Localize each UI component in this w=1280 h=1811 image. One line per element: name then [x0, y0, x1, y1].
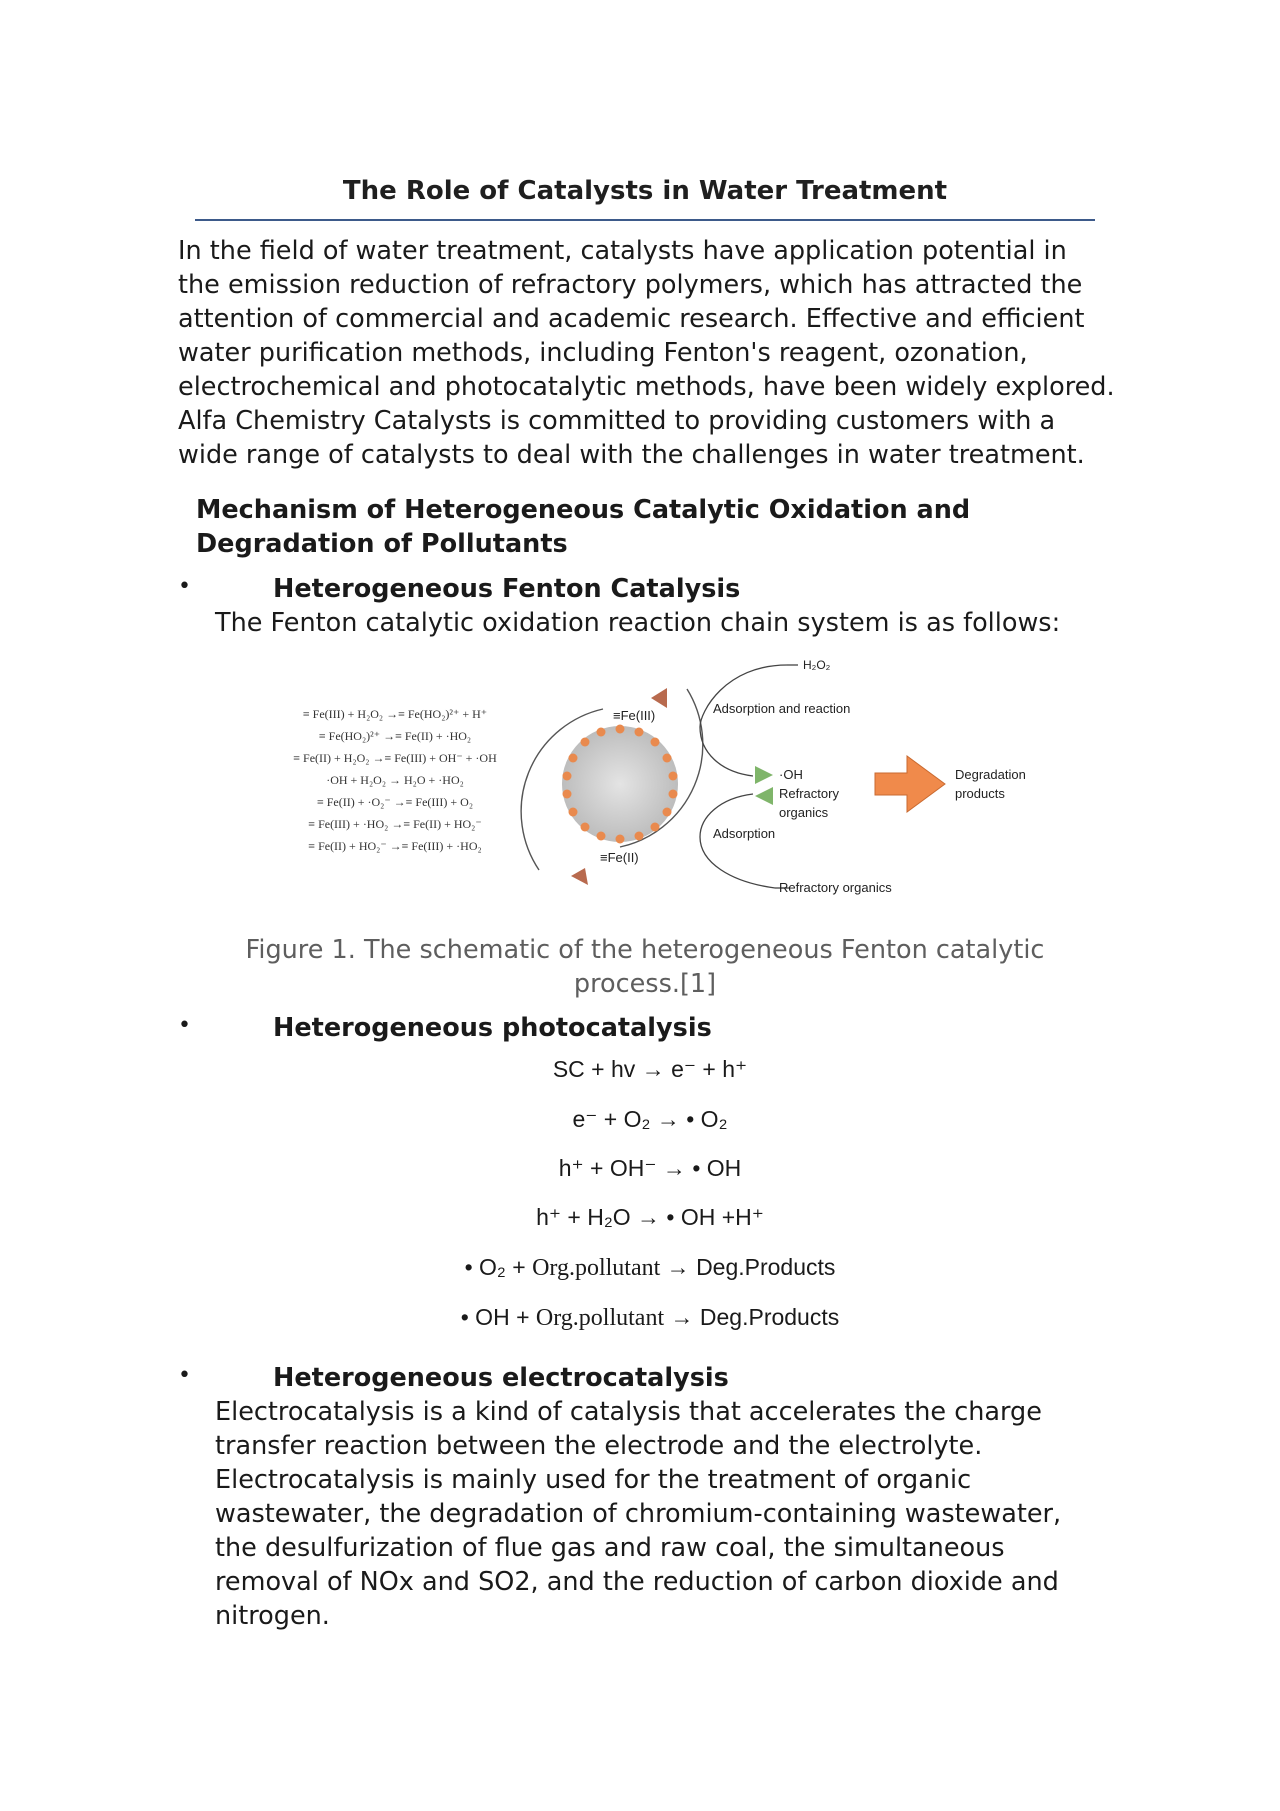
eq-right: • OH +H⁺: [666, 1204, 764, 1230]
intro-line: Alfa Chemistry Catalysts is committed to providing customers with a: [178, 406, 1056, 436]
fenton-equation: ·OH + H₂O₂ → H₂O + ·HO₂: [326, 773, 464, 787]
electro-heading: Heterogeneous electrocatalysis: [273, 1363, 729, 1393]
refractory-organics-label: organics: [779, 805, 829, 820]
degradation-arrow-icon: [875, 756, 945, 812]
eq-left: • OH +: [460, 1304, 536, 1330]
photo-equation: [400, 1254, 900, 1282]
page-title: The Role of Catalysts in Water Treatment: [342, 176, 948, 206]
fenton-equation: ≡ Fe(II) + HO₂⁻ →≡ Fe(III) + ·HO₂: [308, 839, 482, 853]
fe2-label: ≡Fe(II): [600, 850, 639, 865]
intro-line: In the field of water treatment, catalysts have application potential in: [178, 236, 1067, 266]
eq-left: h⁺ + H₂O: [536, 1204, 631, 1230]
electro-line: wastewater, the degradation of chromium-containing wastewater,: [215, 1499, 1062, 1529]
intro-paragraph: [178, 234, 1138, 472]
arrow-icon: →: [637, 1204, 661, 1230]
fenton-figure: [255, 652, 1055, 912]
electro-line: nitrogen.: [215, 1601, 330, 1631]
fenton-equation: ≡ Fe(III) + ·HO₂ →≡ Fe(II) + HO₂⁻: [308, 817, 482, 831]
bullet-icon: •: [178, 1363, 191, 1388]
section-heading-line: Degradation of Pollutants: [196, 529, 568, 559]
eq-left-pollutant: Org.pollutant: [532, 1255, 661, 1281]
electro-line: Electrocatalysis is a kind of catalysis that accelerates the charge: [215, 1397, 1042, 1427]
catalyst-particle: [562, 726, 678, 842]
electro-line: transfer reaction between the electrode and the electrolyte.: [215, 1431, 983, 1461]
intro-line: attention of commercial and academic research. Effective and efficient: [178, 304, 1085, 334]
intro-line: wide range of catalysts to deal with the challenges in water treatment.: [178, 440, 1085, 470]
intro-line: the emission reduction of refractory polymers, which has attracted the: [178, 270, 1083, 300]
caption-line: process.[1]: [573, 969, 717, 999]
electro-line: the desulfurization of flue gas and raw coal, the simultaneous: [215, 1533, 1005, 1563]
electro-text: [215, 1395, 1115, 1633]
intro-line: electrochemical and photocatalytic methods, have been widely explored.: [178, 372, 1115, 402]
caption-line: Figure 1. The schematic of the heterogeneous Fenton catalytic: [245, 935, 1045, 965]
bullet-icon: •: [178, 574, 191, 599]
eq-left: • O₂ +: [464, 1254, 533, 1280]
eq-right: • O₂: [686, 1106, 728, 1132]
eq-left: SC + hv: [552, 1056, 636, 1082]
fe2-arrow-icon: [571, 868, 588, 885]
intro-line: water purification methods, including Fenton's reagent, ozonation,: [178, 338, 1028, 368]
oh-arrow-icon: [755, 766, 773, 784]
photo-equation: [400, 1304, 900, 1332]
bullet-icon: •: [178, 1013, 191, 1038]
title-underline: [195, 219, 1095, 221]
fe3-label: ≡Fe(III): [613, 708, 656, 723]
arrow-icon: →: [641, 1056, 665, 1082]
fenton-equation: ≡ Fe(II) + ·O₂⁻ →≡ Fe(III) + O₂: [316, 795, 474, 809]
degradation-products-label: Degradation: [955, 767, 1026, 782]
section-heading: [196, 493, 1096, 561]
photo-equation: [400, 1204, 900, 1231]
refractory-arrow-icon: [755, 787, 773, 805]
fenton-equation: ≡ Fe(III) + H₂O₂ →≡ Fe(HO₂)²⁺ + H⁺: [302, 707, 488, 721]
electro-line: removal of NOx and SO2, and the reduction of carbon dioxide and: [215, 1567, 1059, 1597]
fenton-schematic: [255, 652, 1055, 912]
eq-left-pollutant: Org.pollutant: [535, 1305, 665, 1331]
fe3-arrow-icon: [651, 688, 667, 708]
adsorption-reaction-label: Adsorption and reaction: [713, 701, 851, 716]
arrow-icon: →: [656, 1106, 680, 1132]
fenton-heading: Heterogeneous Fenton Catalysis: [273, 574, 741, 604]
refractory-organics-label: Refractory: [779, 786, 839, 801]
eq-right: Deg.Products: [696, 1254, 836, 1280]
fenton-text: The Fenton catalytic oxidation reaction chain system is as follows:: [215, 608, 1061, 638]
fenton-equation: ≡ Fe(HO₂)²⁺ →≡ Fe(II) + ·HO₂: [318, 729, 472, 743]
arrow-icon: →: [666, 1254, 690, 1280]
photo-equation: [400, 1056, 900, 1083]
photo-equation: [400, 1155, 900, 1182]
adsorption-bracket: [700, 794, 775, 888]
eq-left: h⁺ + OH⁻: [558, 1155, 657, 1181]
refractory-organics-bottom-label: Refractory organics: [779, 880, 892, 895]
section-heading-line: Mechanism of Heterogeneous Catalytic Oxidation and: [196, 495, 971, 525]
arrow-icon: →: [662, 1155, 686, 1181]
electro-line: Electrocatalysis is mainly used for the treatment of organic: [215, 1465, 972, 1495]
photo-equation: [400, 1106, 900, 1133]
figure-caption: [195, 933, 1095, 1001]
adsorption-reaction-bracket: [700, 665, 787, 776]
adsorption-label: Adsorption: [713, 826, 776, 841]
degradation-products-label: products: [955, 786, 1005, 801]
oh-label: ·OH: [779, 767, 803, 782]
eq-right: • OH: [692, 1155, 742, 1181]
eq-right: e⁻ + h⁺: [671, 1056, 748, 1082]
eq-left: e⁻ + O₂: [572, 1106, 651, 1132]
photo-heading: Heterogeneous photocatalysis: [273, 1013, 712, 1043]
arrow-icon: →: [670, 1304, 694, 1330]
h2o2-label: H₂O₂: [803, 658, 831, 672]
eq-right: Deg.Products: [699, 1304, 840, 1330]
fenton-equation: ≡ Fe(II) + H₂O₂ →≡ Fe(III) + OH⁻ + ·OH: [293, 751, 497, 765]
